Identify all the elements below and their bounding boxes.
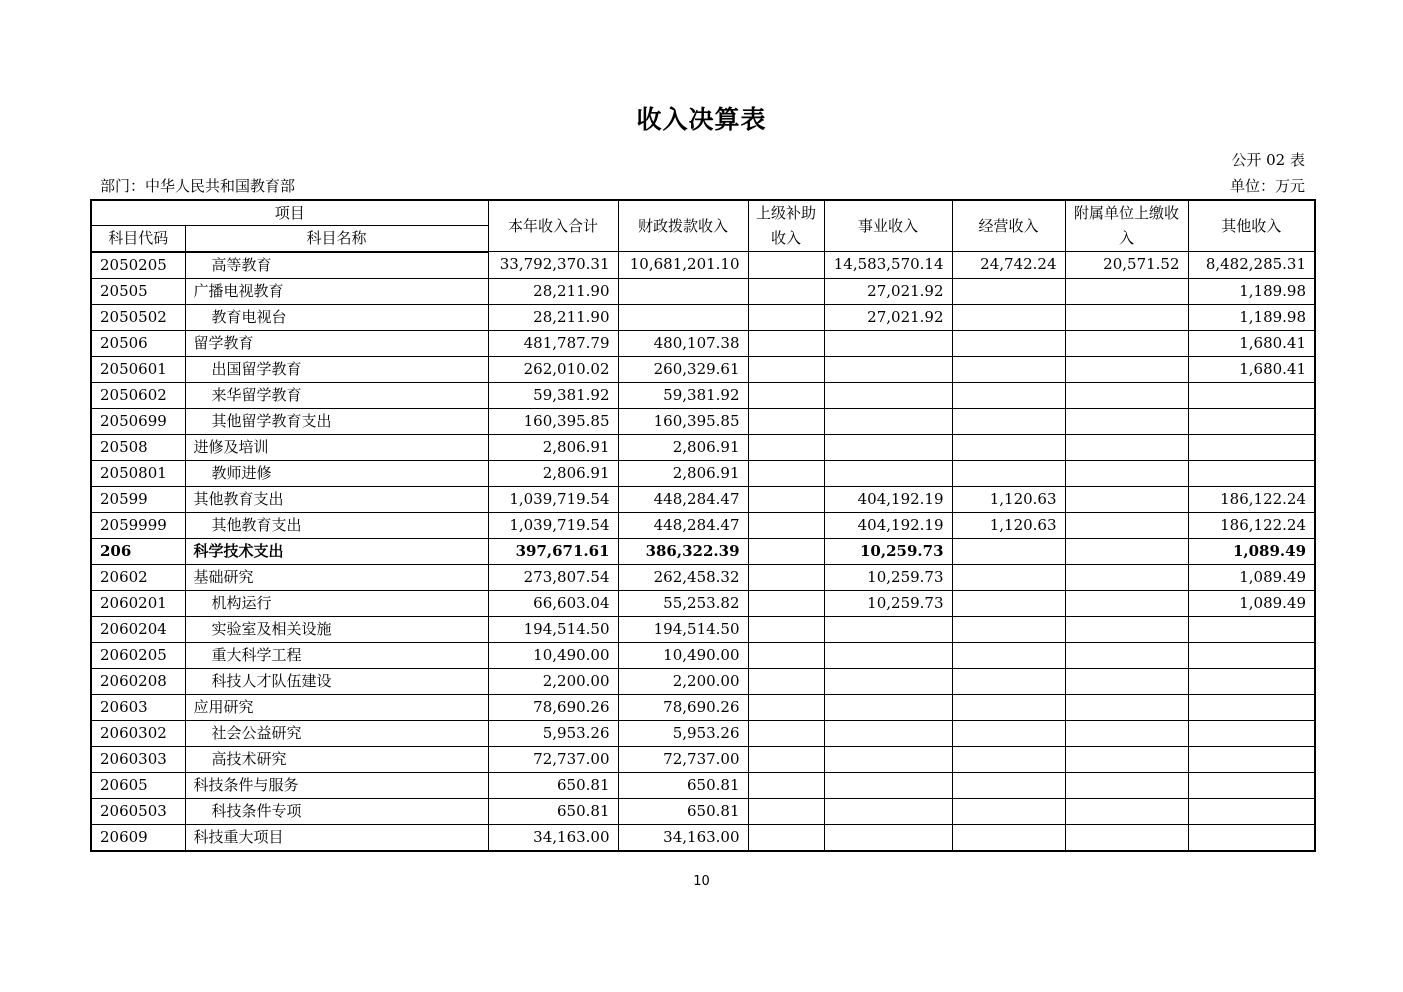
subject-code-cell: 2060503 [91, 798, 185, 824]
total-cell: 28,211.90 [488, 304, 618, 330]
subject-code-cell: 2050502 [91, 304, 185, 330]
operating-cell [952, 356, 1065, 382]
operating-cell [952, 668, 1065, 694]
business-cell [824, 356, 952, 382]
fiscal-cell: 2,806.91 [618, 460, 748, 486]
subject-code-cell: 2050699 [91, 408, 185, 434]
subject-code-cell: 20602 [91, 564, 185, 590]
subject-code-cell: 2059999 [91, 512, 185, 538]
subject-name-cell: 进修及培训 [185, 434, 488, 460]
table-row [91, 538, 1315, 564]
subject-name-cell: 基础研究 [185, 564, 488, 590]
superior-cell [748, 642, 824, 668]
superior-cell [748, 720, 824, 746]
fiscal-cell: 5,953.26 [618, 720, 748, 746]
subject-name-cell: 教育电视台 [185, 304, 488, 330]
other-cell [1188, 616, 1315, 642]
header-fiscal: 财政拨款收入 [618, 200, 748, 252]
business-cell: 10,259.73 [824, 564, 952, 590]
fiscal-cell: 448,284.47 [618, 486, 748, 512]
subject-name-cell: 社会公益研究 [185, 720, 488, 746]
other-cell [1188, 824, 1315, 851]
fiscal-cell: 448,284.47 [618, 512, 748, 538]
table-row [91, 798, 1315, 824]
affiliated-cell [1065, 512, 1188, 538]
affiliated-cell [1065, 720, 1188, 746]
operating-cell [952, 330, 1065, 356]
subject-name-cell: 其他教育支出 [185, 486, 488, 512]
superior-cell [748, 356, 824, 382]
superior-cell [748, 746, 824, 772]
operating-cell [952, 460, 1065, 486]
total-cell: 650.81 [488, 772, 618, 798]
affiliated-cell [1065, 304, 1188, 330]
table-row [91, 590, 1315, 616]
fiscal-cell [618, 278, 748, 304]
affiliated-cell [1065, 590, 1188, 616]
total-cell: 273,807.54 [488, 564, 618, 590]
total-cell: 1,039,719.54 [488, 486, 618, 512]
total-cell: 481,787.79 [488, 330, 618, 356]
header-superior: 上级补助收入 [748, 200, 824, 252]
affiliated-cell: 20,571.52 [1065, 252, 1188, 279]
subject-code-cell: 20506 [91, 330, 185, 356]
superior-cell [748, 434, 824, 460]
affiliated-cell [1065, 356, 1188, 382]
operating-cell [952, 564, 1065, 590]
fiscal-cell: 194,514.50 [618, 616, 748, 642]
superior-cell [748, 486, 824, 512]
subject-name-cell: 应用研究 [185, 694, 488, 720]
superior-cell [748, 590, 824, 616]
superior-cell [748, 772, 824, 798]
table-row [91, 512, 1315, 538]
affiliated-cell [1065, 616, 1188, 642]
other-cell: 186,122.24 [1188, 512, 1315, 538]
operating-cell [952, 694, 1065, 720]
header-affiliated: 附属单位上缴收入 [1065, 200, 1188, 252]
affiliated-cell [1065, 382, 1188, 408]
header-other: 其他收入 [1188, 200, 1315, 252]
table-row [91, 252, 1315, 279]
other-cell: 1,680.41 [1188, 356, 1315, 382]
total-cell: 28,211.90 [488, 278, 618, 304]
business-cell [824, 408, 952, 434]
affiliated-cell [1065, 746, 1188, 772]
superior-cell [748, 512, 824, 538]
subject-code-cell: 2050205 [91, 252, 185, 279]
affiliated-cell [1065, 668, 1188, 694]
superior-cell [748, 694, 824, 720]
table-header [91, 200, 1315, 252]
total-cell: 397,671.61 [488, 538, 618, 564]
superior-cell [748, 304, 824, 330]
table-row [91, 746, 1315, 772]
header-operating: 经营收入 [952, 200, 1065, 252]
page-number: 10 [693, 874, 710, 889]
fiscal-cell: 10,681,201.10 [618, 252, 748, 279]
total-cell: 34,163.00 [488, 824, 618, 851]
business-cell [824, 694, 952, 720]
subject-code-cell: 20505 [91, 278, 185, 304]
subject-code-cell: 2050601 [91, 356, 185, 382]
subject-name-cell: 高等教育 [185, 252, 488, 279]
other-cell: 186,122.24 [1188, 486, 1315, 512]
other-cell: 1,189.98 [1188, 304, 1315, 330]
fiscal-cell: 262,458.32 [618, 564, 748, 590]
affiliated-cell [1065, 486, 1188, 512]
business-cell [824, 798, 952, 824]
affiliated-cell [1065, 408, 1188, 434]
table-row [91, 564, 1315, 590]
fiscal-cell: 650.81 [618, 798, 748, 824]
other-cell [1188, 408, 1315, 434]
other-cell: 1,089.49 [1188, 590, 1315, 616]
total-cell: 194,514.50 [488, 616, 618, 642]
total-cell: 5,953.26 [488, 720, 618, 746]
header-code: 科目代码 [91, 226, 185, 252]
business-cell [824, 460, 952, 486]
operating-cell [952, 382, 1065, 408]
subject-code-cell: 2060205 [91, 642, 185, 668]
superior-cell [748, 382, 824, 408]
subject-name-cell: 来华留学教育 [185, 382, 488, 408]
operating-cell [952, 824, 1065, 851]
superior-cell [748, 824, 824, 851]
other-cell [1188, 772, 1315, 798]
fiscal-cell: 386,322.39 [618, 538, 748, 564]
total-cell: 72,737.00 [488, 746, 618, 772]
other-cell: 1,189.98 [1188, 278, 1315, 304]
header-name: 科目名称 [185, 226, 488, 252]
total-cell: 78,690.26 [488, 694, 618, 720]
subject-code-cell: 2060204 [91, 616, 185, 642]
table-body [91, 252, 1315, 851]
business-cell: 27,021.92 [824, 278, 952, 304]
business-cell [824, 746, 952, 772]
subject-code-cell: 2060208 [91, 668, 185, 694]
superior-cell [748, 252, 824, 279]
affiliated-cell [1065, 824, 1188, 851]
business-cell [824, 772, 952, 798]
operating-cell [952, 538, 1065, 564]
total-cell: 10,490.00 [488, 642, 618, 668]
affiliated-cell [1065, 278, 1188, 304]
operating-cell: 1,120.63 [952, 512, 1065, 538]
subject-name-cell: 重大科学工程 [185, 642, 488, 668]
fiscal-cell: 78,690.26 [618, 694, 748, 720]
subject-code-cell: 20605 [91, 772, 185, 798]
superior-cell [748, 798, 824, 824]
table-row [91, 304, 1315, 330]
subject-code-cell: 2050801 [91, 460, 185, 486]
operating-cell [952, 772, 1065, 798]
superior-cell [748, 538, 824, 564]
other-cell [1188, 720, 1315, 746]
subject-code-cell: 2050602 [91, 382, 185, 408]
fiscal-cell [618, 304, 748, 330]
other-cell [1188, 642, 1315, 668]
other-cell [1188, 798, 1315, 824]
subject-code-cell: 20603 [91, 694, 185, 720]
page-title: 收入决算表 [636, 105, 767, 134]
subject-code-cell: 206 [91, 538, 185, 564]
subject-name-cell: 教师进修 [185, 460, 488, 486]
table-row [91, 486, 1315, 512]
income-table [90, 199, 1316, 852]
table-row [91, 382, 1315, 408]
header-total: 本年收入合计 [488, 200, 618, 252]
subject-name-cell: 出国留学教育 [185, 356, 488, 382]
other-cell [1188, 746, 1315, 772]
operating-cell [952, 798, 1065, 824]
fiscal-cell: 2,806.91 [618, 434, 748, 460]
operating-cell [952, 278, 1065, 304]
business-cell: 404,192.19 [824, 486, 952, 512]
operating-cell [952, 590, 1065, 616]
table-row [91, 642, 1315, 668]
subject-name-cell: 机构运行 [185, 590, 488, 616]
affiliated-cell [1065, 538, 1188, 564]
subject-name-cell: 留学教育 [185, 330, 488, 356]
subject-name-cell: 科技条件专项 [185, 798, 488, 824]
table-row [91, 356, 1315, 382]
table-row [91, 720, 1315, 746]
table-row [91, 824, 1315, 851]
business-cell [824, 668, 952, 694]
affiliated-cell [1065, 642, 1188, 668]
affiliated-cell [1065, 772, 1188, 798]
subject-name-cell: 实验室及相关设施 [185, 616, 488, 642]
form-number: 公开 02 表 [1231, 151, 1305, 169]
superior-cell [748, 668, 824, 694]
other-cell [1188, 460, 1315, 486]
operating-cell [952, 720, 1065, 746]
header-business: 事业收入 [824, 200, 952, 252]
superior-cell [748, 330, 824, 356]
business-cell [824, 642, 952, 668]
business-cell: 404,192.19 [824, 512, 952, 538]
total-cell: 262,010.02 [488, 356, 618, 382]
total-cell: 2,806.91 [488, 460, 618, 486]
operating-cell [952, 642, 1065, 668]
other-cell [1188, 668, 1315, 694]
affiliated-cell [1065, 694, 1188, 720]
business-cell [824, 330, 952, 356]
subject-name-cell: 科技人才队伍建设 [185, 668, 488, 694]
fiscal-cell: 2,200.00 [618, 668, 748, 694]
business-cell: 14,583,570.14 [824, 252, 952, 279]
table-row [91, 460, 1315, 486]
subject-code-cell: 20599 [91, 486, 185, 512]
subject-name-cell: 科技重大项目 [185, 824, 488, 851]
fiscal-cell: 34,163.00 [618, 824, 748, 851]
business-cell [824, 434, 952, 460]
table-row [91, 408, 1315, 434]
operating-cell [952, 434, 1065, 460]
subject-code-cell: 20609 [91, 824, 185, 851]
table-row [91, 668, 1315, 694]
table-row [91, 694, 1315, 720]
business-cell: 27,021.92 [824, 304, 952, 330]
table-row [91, 772, 1315, 798]
operating-cell [952, 616, 1065, 642]
subject-code-cell: 2060302 [91, 720, 185, 746]
fiscal-cell: 72,737.00 [618, 746, 748, 772]
affiliated-cell [1065, 564, 1188, 590]
superior-cell [748, 278, 824, 304]
superior-cell [748, 408, 824, 434]
subject-name-cell: 其他教育支出 [185, 512, 488, 538]
total-cell: 650.81 [488, 798, 618, 824]
total-cell: 2,200.00 [488, 668, 618, 694]
affiliated-cell [1065, 460, 1188, 486]
total-cell: 66,603.04 [488, 590, 618, 616]
subject-name-cell: 其他留学教育支出 [185, 408, 488, 434]
affiliated-cell [1065, 434, 1188, 460]
subject-code-cell: 20508 [91, 434, 185, 460]
business-cell [824, 720, 952, 746]
business-cell [824, 616, 952, 642]
affiliated-cell [1065, 330, 1188, 356]
other-cell [1188, 382, 1315, 408]
unit-label: 单位：万元 [1229, 177, 1305, 195]
department-label: 部门：中华人民共和国教育部 [100, 177, 296, 195]
business-cell: 10,259.73 [824, 590, 952, 616]
fiscal-cell: 55,253.82 [618, 590, 748, 616]
business-cell [824, 382, 952, 408]
fiscal-cell: 260,329.61 [618, 356, 748, 382]
total-cell: 2,806.91 [488, 434, 618, 460]
superior-cell [748, 564, 824, 590]
subject-name-cell: 广播电视教育 [185, 278, 488, 304]
subject-name-cell: 高技术研究 [185, 746, 488, 772]
fiscal-cell: 650.81 [618, 772, 748, 798]
other-cell: 8,482,285.31 [1188, 252, 1315, 279]
total-cell: 160,395.85 [488, 408, 618, 434]
subject-name-cell: 科技条件与服务 [185, 772, 488, 798]
operating-cell: 1,120.63 [952, 486, 1065, 512]
superior-cell [748, 616, 824, 642]
operating-cell: 24,742.24 [952, 252, 1065, 279]
fiscal-cell: 10,490.00 [618, 642, 748, 668]
subject-name-cell: 科学技术支出 [185, 538, 488, 564]
total-cell: 1,039,719.54 [488, 512, 618, 538]
operating-cell [952, 408, 1065, 434]
other-cell [1188, 694, 1315, 720]
table-row [91, 616, 1315, 642]
business-cell: 10,259.73 [824, 538, 952, 564]
total-cell: 33,792,370.31 [488, 252, 618, 279]
fiscal-cell: 160,395.85 [618, 408, 748, 434]
affiliated-cell [1065, 798, 1188, 824]
subject-code-cell: 2060303 [91, 746, 185, 772]
fiscal-cell: 59,381.92 [618, 382, 748, 408]
subject-code-cell: 2060201 [91, 590, 185, 616]
table-row [91, 434, 1315, 460]
other-cell: 1,089.49 [1188, 564, 1315, 590]
total-cell: 59,381.92 [488, 382, 618, 408]
operating-cell [952, 304, 1065, 330]
table-row [91, 330, 1315, 356]
other-cell: 1,089.49 [1188, 538, 1315, 564]
fiscal-cell: 480,107.38 [618, 330, 748, 356]
other-cell [1188, 434, 1315, 460]
superior-cell [748, 460, 824, 486]
other-cell: 1,680.41 [1188, 330, 1315, 356]
header-item: 项目 [91, 200, 488, 226]
business-cell [824, 824, 952, 851]
operating-cell [952, 746, 1065, 772]
table-row [91, 278, 1315, 304]
